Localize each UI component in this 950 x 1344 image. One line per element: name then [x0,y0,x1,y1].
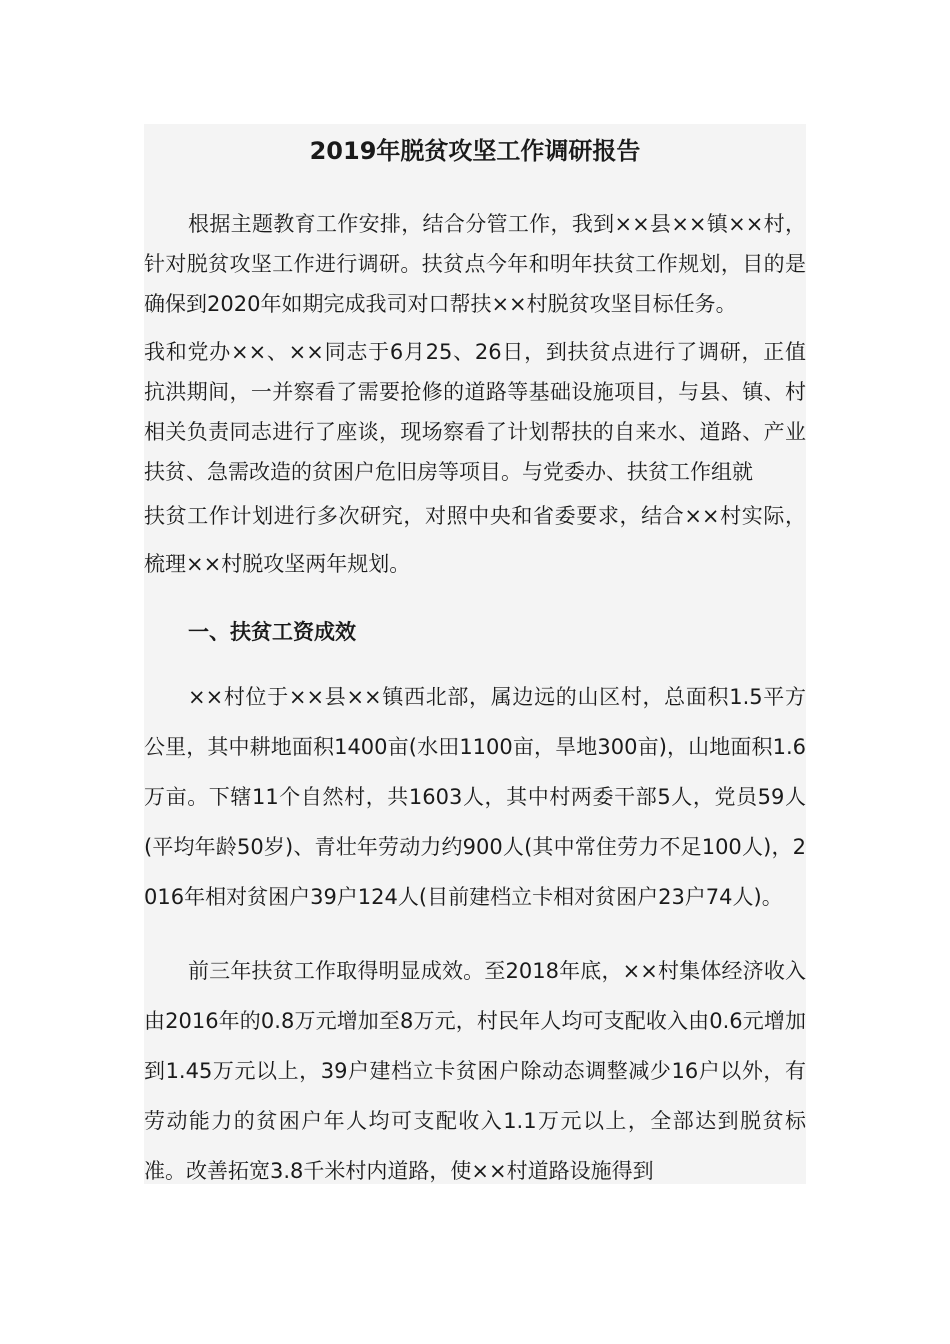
paragraph-research-continued: 扶贫工作计划进行多次研究，对照中央和省委要求，结合××村实际，梳理××村脱攻坚两年规划。 [144,504,806,576]
paragraph-village-overview: ××村位于××县××镇西北部，属边远的山区村，总面积1.5平方公里，其中耕地面积1400亩(水田1100亩，旱地300亩)，山地面积1.6万亩。下辖11个自然村，共1603人，其中村两委干部5人，党员59人(平均年龄50岁)、青壮年劳动力约900人(其中常住劳力不足100人)，2016年相对贫困户39户124人(目前建档立卡相对贫困户23户74人)。 [144,685,806,909]
paragraph-achievements: 前三年扶贫工作取得明显成效。至2018年底，××村集体经济收入由2016年的0.8万元增加至8万元，村民年人均可支配收入由0.6元增加到1.45万元以上，39户建档立卡贫困户除动态调整减少16户以外，有劳动能力的贫困户年人均可支配收入1.1万元以上，全部达到脱贫标准。改善拓宽3.8千米村内道路，使××村道路设施得到 [144,959,806,1183]
section-heading: 一、扶贫工资成效 [188,620,356,644]
document-title: 2019年脱贫攻坚工作调研报告 [309,137,641,165]
document-page [144,124,806,1184]
paragraph-intro: 根据主题教育工作安排，结合分管工作，我到××县××镇××村，针对脱贫攻坚工作进行调研。扶贫点今年和明年扶贫工作规划，目的是确保到2020年如期完成我司对口帮扶××村脱贫攻坚目标任务。 [144,212,806,316]
paragraph-research: 我和党办××、××同志于6月25、26日，到扶贫点进行了调研，正值抗洪期间，一并察看了需要抢修的道路等基础设施项目，与县、镇、村相关负责同志进行了座谈，现场察看了计划帮扶的自来水、道路、产业扶贫、急需改造的贫困户危旧房等项目。与党委办、扶贫工作组就 [144,340,806,484]
